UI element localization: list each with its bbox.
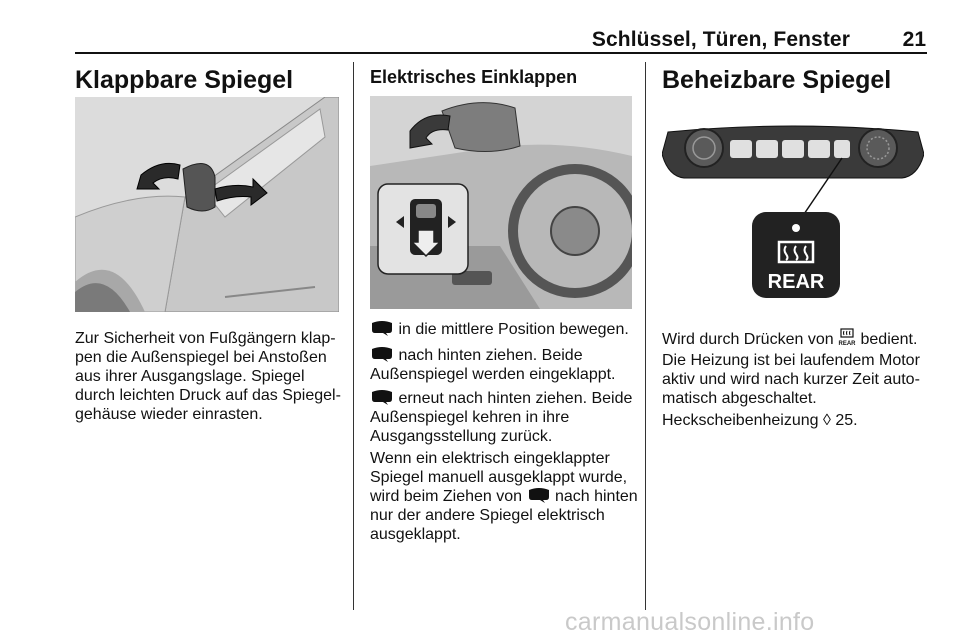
electric-folding-figure <box>370 96 632 309</box>
mirror-switch-icon <box>370 389 394 405</box>
step-1 <box>370 320 640 339</box>
step-2 <box>370 346 640 384</box>
text-fragment: Wird durch Drücken von <box>662 331 839 348</box>
climate-panel-illustration <box>662 118 924 302</box>
text-line: Spiegel manuell ausgeklappt wurde, <box>370 469 628 486</box>
col1-paragraph <box>75 329 350 424</box>
section-heading-electric-folding: Elektrisches Einklappen <box>370 67 578 87</box>
text-line: pen die Außenspiegel bei Anstoßen <box>75 349 327 366</box>
mirror-switch-icon <box>370 346 394 362</box>
text-line: ausgeklappt. <box>370 526 461 543</box>
reference-page-link[interactable]: 25. <box>830 412 858 429</box>
text-fragment: wird beim Ziehen von <box>370 488 527 505</box>
mirror-switch-icon <box>527 487 551 503</box>
rear-button-label: REAR <box>767 271 825 293</box>
text-line: Außenspiegel kehren in ihre <box>370 409 570 426</box>
cross-reference <box>662 411 932 430</box>
column-divider-1 <box>353 62 354 610</box>
header-rule <box>75 52 927 54</box>
door-panel-illustration <box>370 96 632 309</box>
running-header-title: Schlüssel, Türen, Fenster <box>591 28 850 51</box>
step-3-text: erneut nach hinten ziehen. Beide <box>394 390 633 407</box>
page-number: 21 <box>902 28 926 51</box>
section-heading-folding-mirrors: Klappbare Spiegel <box>75 66 294 94</box>
text-fragment: nach hinten <box>550 488 638 505</box>
text-line: durch leichten Druck auf das Spiegel- <box>75 387 341 404</box>
text-line: gehäuse wieder einrasten. <box>75 406 263 423</box>
step-3 <box>370 389 640 446</box>
text-line: matisch abgeschaltet. <box>662 390 817 407</box>
heated-mirror-figure <box>662 118 924 302</box>
step-2-text: nach hinten ziehen. Beide <box>394 347 583 364</box>
text-line: Wenn ein elektrisch eingeklappter <box>370 450 610 467</box>
mirror-fold-figure <box>75 97 339 312</box>
column-divider-2 <box>645 62 646 610</box>
text-line: Zur Sicherheit von Fußgängern klap- <box>75 330 336 347</box>
text-line: aus ihrer Ausgangslage. Spiegel <box>75 368 305 385</box>
text-line: Die Heizung ist bei laufendem Motor <box>662 352 920 369</box>
rear-defrost-icon <box>838 328 856 346</box>
mirror-fold-illustration <box>75 97 339 312</box>
reference-text: Heckscheibenheizung <box>662 412 823 429</box>
text-fragment: bedient. <box>856 331 918 348</box>
text-line: Außenspiegel werden eingeklappt. <box>370 366 616 383</box>
reference-arrow-icon: ◊ <box>823 412 831 429</box>
col3-paragraph-2 <box>662 351 932 408</box>
step-1-text: in die mittlere Position bewegen. <box>394 321 629 338</box>
text-line: Ausgangsstellung zurück. <box>370 428 553 445</box>
col3-line-1 <box>662 328 932 349</box>
text-line: nur der andere Spiegel elektrisch <box>370 507 605 524</box>
mirror-switch-icon <box>370 320 394 336</box>
section-heading-heated-mirrors: Beheizbare Spiegel <box>662 66 892 94</box>
note-paragraph <box>370 449 640 544</box>
svg-text:REAR: REAR <box>838 341 856 346</box>
watermark: carmanualsonline.info <box>565 608 815 636</box>
text-line: aktiv und wird nach kurzer Zeit auto- <box>662 371 920 388</box>
